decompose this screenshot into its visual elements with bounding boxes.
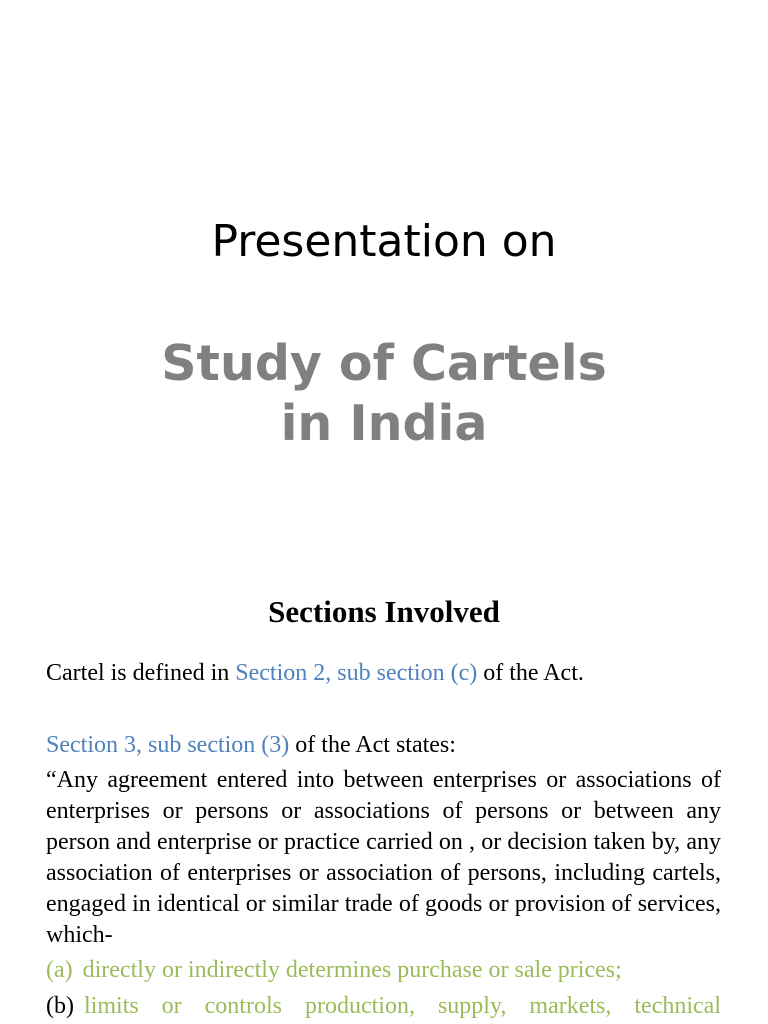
section-3-paragraph	[46, 730, 721, 761]
presentation-on-text: Presentation on	[211, 216, 557, 267]
list-item-a	[46, 955, 721, 986]
para1-text-after: of the Act.	[477, 660, 584, 686]
para1-text-before: Cartel is defined in	[46, 660, 236, 686]
list-text-a: directly or indirectly determines purchase or sale prices;	[82, 957, 622, 983]
list-text-b: limits or controls production, supply, markets, technical	[83, 993, 721, 1019]
para2-text-after: of the Act states:	[289, 732, 456, 758]
title-line-1: Study of Cartels	[161, 335, 607, 392]
sections-slide	[0, 560, 768, 1024]
section-2c-link[interactable]: Section 2, sub section (c)	[235, 660, 478, 686]
slide-heading: Sections Involved	[268, 594, 500, 629]
cartel-definition-paragraph	[46, 658, 721, 689]
list-marker-a: (a)	[46, 957, 73, 983]
act-quote: “Any agreement entered into between enterprises or associations of enterprises or persons or associations of persons or between any person and enterprise or practice carried on , or decision taken by, any association of enterprises or association of persons, including cartels, engaged in identical or similar trade of goods or provision of services, which-	[46, 767, 721, 948]
list-marker-b: (b)	[46, 993, 74, 1019]
list-item-b	[46, 991, 721, 1022]
presentation-title	[0, 334, 768, 454]
title-line-2: in India	[280, 395, 488, 452]
section-3-3-link[interactable]: Section 3, sub section (3)	[46, 732, 290, 758]
